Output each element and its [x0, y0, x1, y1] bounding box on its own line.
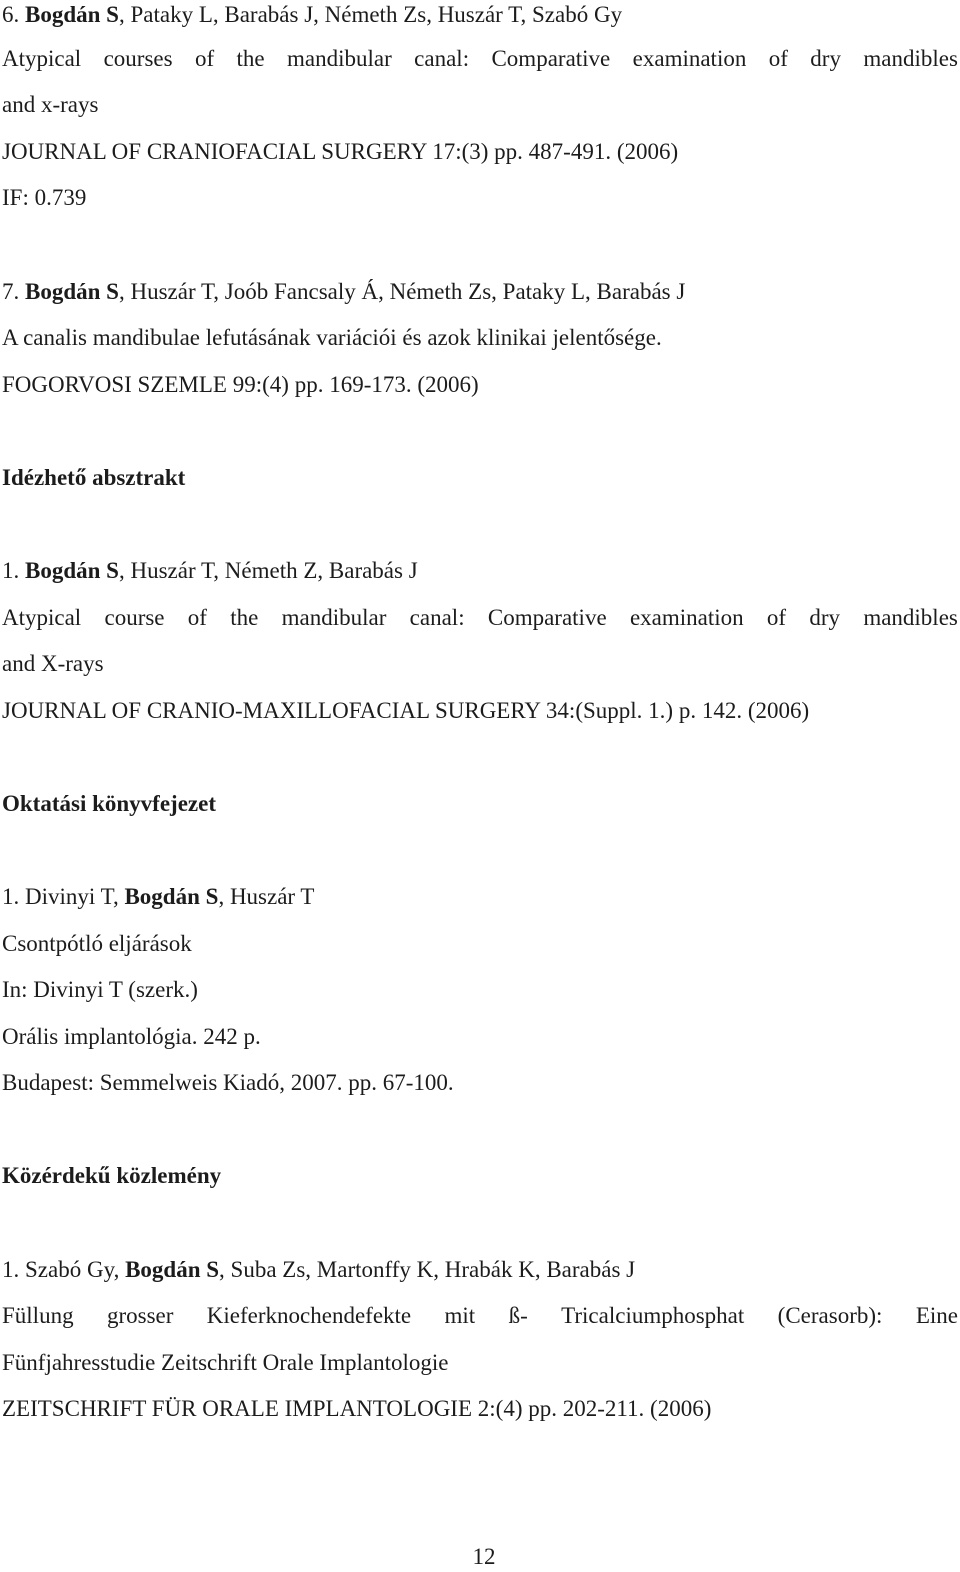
abstract-entry-title-line2: and X-rays	[2, 651, 104, 676]
chapter-entry-publisher: Budapest: Semmelweis Kiadó, 2007. pp. 67-100.	[2, 1070, 454, 1095]
coauthors: , Suba Zs, Martonffy K, Hrabák K, Barabás J	[219, 1257, 636, 1282]
entry-number: 1.	[2, 558, 20, 583]
pre-author: Divinyi T,	[25, 884, 125, 909]
coauthors: , Pataky L, Barabás J, Németh Zs, Huszár T, Szabó Gy	[118, 2, 623, 27]
entry-number: 7.	[2, 279, 20, 304]
entry-number: 1.	[2, 884, 20, 909]
chapter-entry-authors	[2, 882, 958, 912]
entry-number: 1.	[2, 1257, 20, 1282]
section-heading-public: Közérdekű közlemény	[2, 1163, 222, 1188]
abstract-entry-title-line1: Atypical course of the mandibular canal: Comparative examination of dry mandibles	[2, 605, 958, 630]
entry-number: 6.	[2, 2, 20, 27]
entry-7-journal: FOGORVOSI SZEMLE 99:(4) pp. 169-173. (2006)	[2, 372, 479, 397]
lead-author: Bogdán S	[25, 2, 119, 27]
lead-author: Bogdán S	[25, 558, 119, 583]
public-entry-title-line2: Fünfjahresstudie Zeitschrift Orale Implantologie	[2, 1350, 449, 1375]
coauthors: , Huszár T	[218, 884, 315, 909]
public-entry-authors	[2, 1255, 958, 1285]
entry-6-journal: JOURNAL OF CRANIOFACIAL SURGERY 17:(3) pp. 487-491. (2006)	[2, 139, 679, 164]
lead-author: Bogdán S	[125, 1257, 220, 1282]
abstract-entry-authors	[2, 556, 958, 586]
entry-6-authors	[2, 0, 958, 30]
coauthors: , Huszár T, Joób Fancsaly Á, Németh Zs, Pataky L, Barabás J	[118, 279, 686, 304]
entry-6-title-line1: Atypical courses of the mandibular canal: Comparative examination of dry mandibles	[2, 46, 958, 71]
chapter-entry-book: Orális implantológia. 242 p.	[2, 1024, 261, 1049]
section-heading-chapter: Oktatási könyvfejezet	[2, 791, 216, 816]
public-entry-title-line1: Füllung grosser Kieferknochendefekte mit ß- Tricalciumphosphat (Cerasorb): Eine	[2, 1303, 958, 1328]
abstract-entry-journal: JOURNAL OF CRANIO-MAXILLOFACIAL SURGERY 34:(Suppl. 1.) p. 142. (2006)	[2, 698, 810, 723]
lead-author: Bogdán S	[124, 884, 219, 909]
pre-author: Szabó Gy,	[25, 1257, 126, 1282]
coauthors: , Huszár T, Németh Z, Barabás J	[118, 558, 418, 583]
page-number: 12	[472, 1544, 496, 1569]
chapter-entry-title: Csontpótló eljárások	[2, 931, 192, 956]
entry-7-authors	[2, 277, 958, 307]
chapter-entry-editor: In: Divinyi T (szerk.)	[2, 977, 198, 1002]
public-entry-journal: ZEITSCHRIFT FÜR ORALE IMPLANTOLOGIE 2:(4) pp. 202-211. (2006)	[2, 1396, 712, 1421]
entry-6-title-line2: and x-rays	[2, 92, 99, 117]
entry-6-impact-factor: IF: 0.739	[2, 185, 87, 210]
entry-7-title: A canalis mandibulae lefutásának variációi és azok klinikai jelentősége.	[2, 325, 662, 350]
lead-author: Bogdán S	[25, 279, 119, 304]
section-heading-abstract: Idézhető absztrakt	[2, 465, 186, 490]
